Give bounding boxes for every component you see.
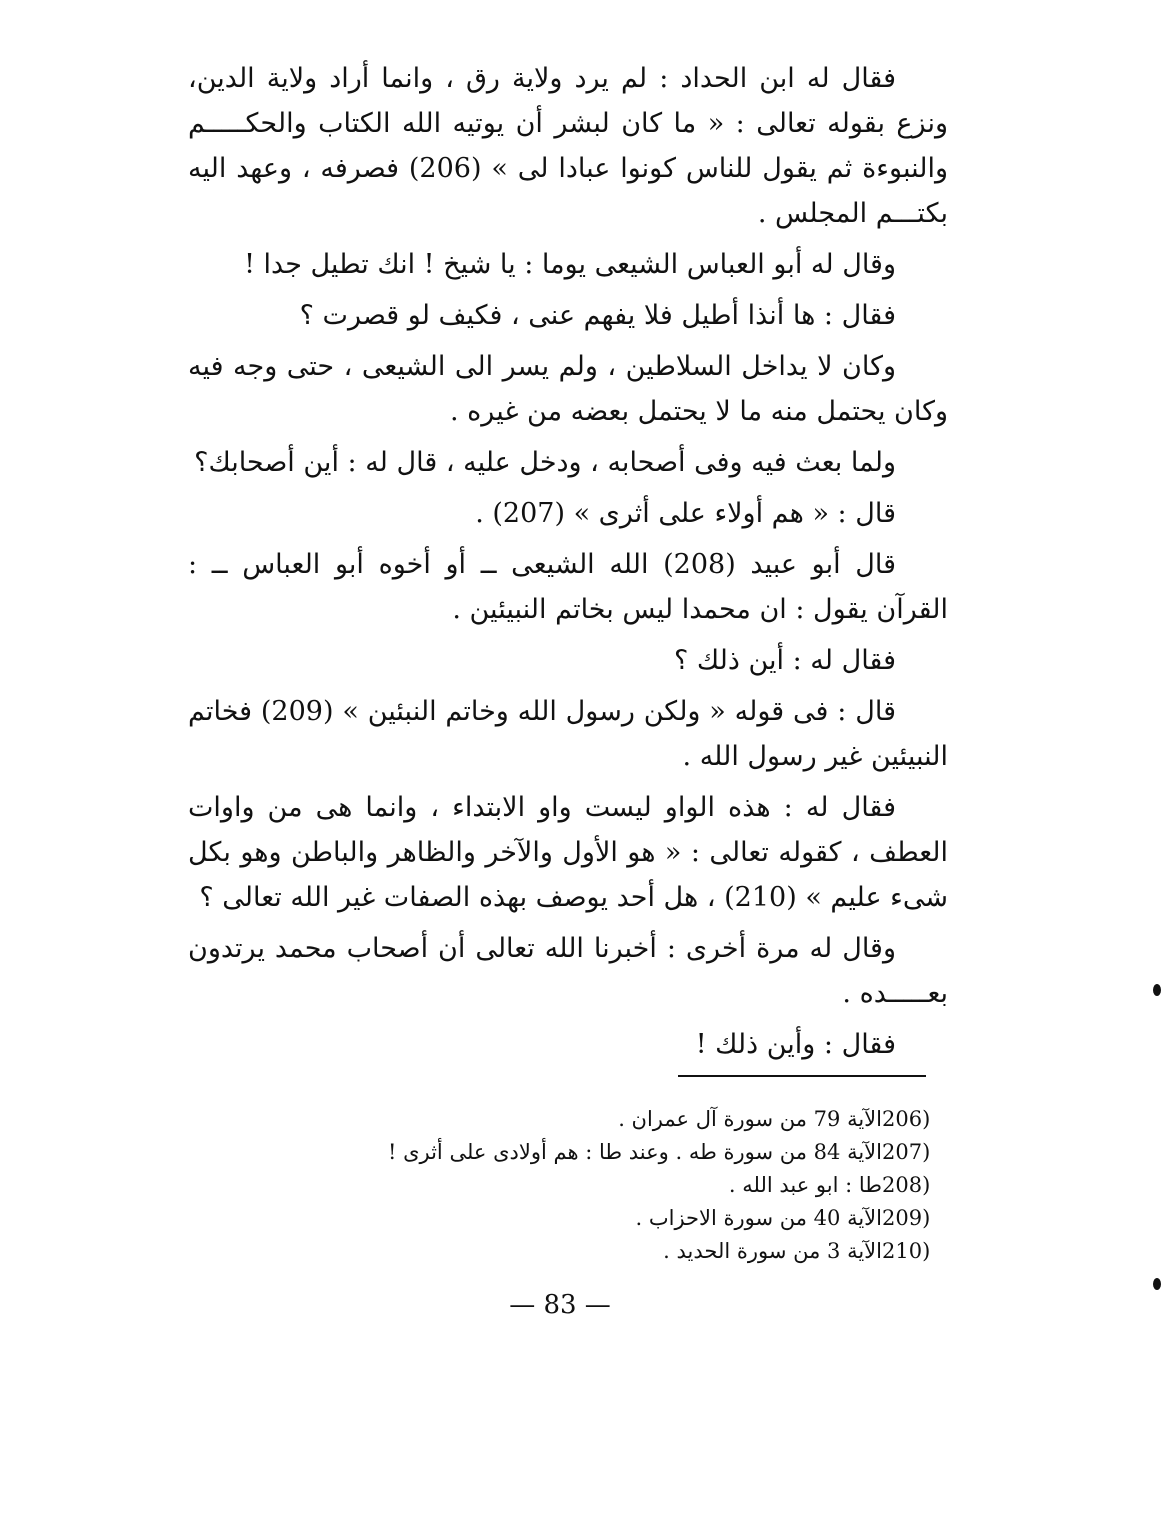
margin-mark [1153, 984, 1161, 996]
paragraph-6: قال : « هم أولاء على أثرى » (207) . [475, 498, 896, 529]
footnote-number: 209) [882, 1206, 931, 1230]
footnote-text: الآية 79 من سورة آل عمران . [618, 1107, 882, 1131]
paragraph-4: وكان لا يداخل السلاطين ، ولم يسر الى الشيعى ، حتى وجه فيه وكان يحتمل منه ما لا يحتمل بعضه من غيره . [188, 351, 948, 427]
footnote-text: طا : ابو عبد الله . [728, 1173, 882, 1197]
paragraph-2: وقال له أبو العباس الشيعى يوما : يا شيخ ! انك تطيل جدا ! [244, 249, 896, 280]
footnote-210 [300, 1235, 934, 1268]
footnote-divider [678, 1075, 926, 1077]
margin-mark [1153, 1278, 1161, 1290]
footnote-number: 206) [882, 1107, 931, 1131]
footnote-209 [300, 1202, 934, 1235]
footnote-208 [300, 1169, 934, 1202]
paragraph-9: قال : فى قوله « ولكن رسول الله وخاتم النبئين » (209) فخاتم النبيئين غير رسول الله . [188, 696, 948, 772]
paragraph-11: وقال له مرة أخرى : أخبرنا الله تعالى أن أصحاب محمد يرتدون بعـــــده . [188, 933, 948, 1009]
footnote-number: 208) [882, 1173, 931, 1197]
footnote-207 [300, 1136, 934, 1169]
paragraph-5: ولما بعث فيه وفى أصحابه ، ودخل عليه ، قال له : أين أصحابك؟ [194, 447, 896, 478]
footnotes [300, 1103, 934, 1268]
footnote-number: 207) [882, 1140, 931, 1164]
paragraph-3: فقال : ها أنذا أطيل فلا يفهم عنى ، فكيف لو قصرت ؟ [299, 300, 896, 331]
paragraph-12: فقال : وأين ذلك ! [695, 1029, 896, 1060]
footnote-text: الآية 3 من سورة الحديد . [663, 1239, 882, 1263]
footnote-206 [300, 1103, 934, 1136]
paragraph-8: فقال له : أين ذلك ؟ [673, 645, 896, 676]
footnote-number: 210) [882, 1239, 931, 1263]
body-text [188, 56, 948, 1073]
paragraph-10: فقال له : هذه الواو ليست واو الابتداء ، وانما هى من واوات العطف ، كقوله تعالى : « هو الأول والآخر والظاهر والباطن وهو بكل شىء عليم » (210) ، هل أحد يوصف بهذه الصفات غير الله تعالى ؟ [188, 792, 948, 913]
paragraph-7: قال أبو عبيد (208) الله الشيعى ــ أو أخوه أبو العباس ــ : القرآن يقول : ان محمدا ليس بخاتم النبيئين . [188, 549, 948, 625]
footnote-text: الآية 84 من سورة طه . وعند طا : هم أولادى على أثرى ! [387, 1140, 882, 1164]
page-number: — 83 — [509, 1290, 611, 1320]
footnote-text: الآية 40 من سورة الاحزاب . [635, 1206, 882, 1230]
paragraph-1: فقال له ابن الحداد : لم يرد ولاية رق ، وانما أراد ولاية الدين، ونزع بقوله تعالى : « ما كان لبشر أن يوتيه الله الكتاب والحكـــــم والنبوءة ثم يقول للناس كونوا عبادا لى » (206) فصرفه ، وعهد اليه بكتـــم المجلس . [188, 63, 948, 229]
